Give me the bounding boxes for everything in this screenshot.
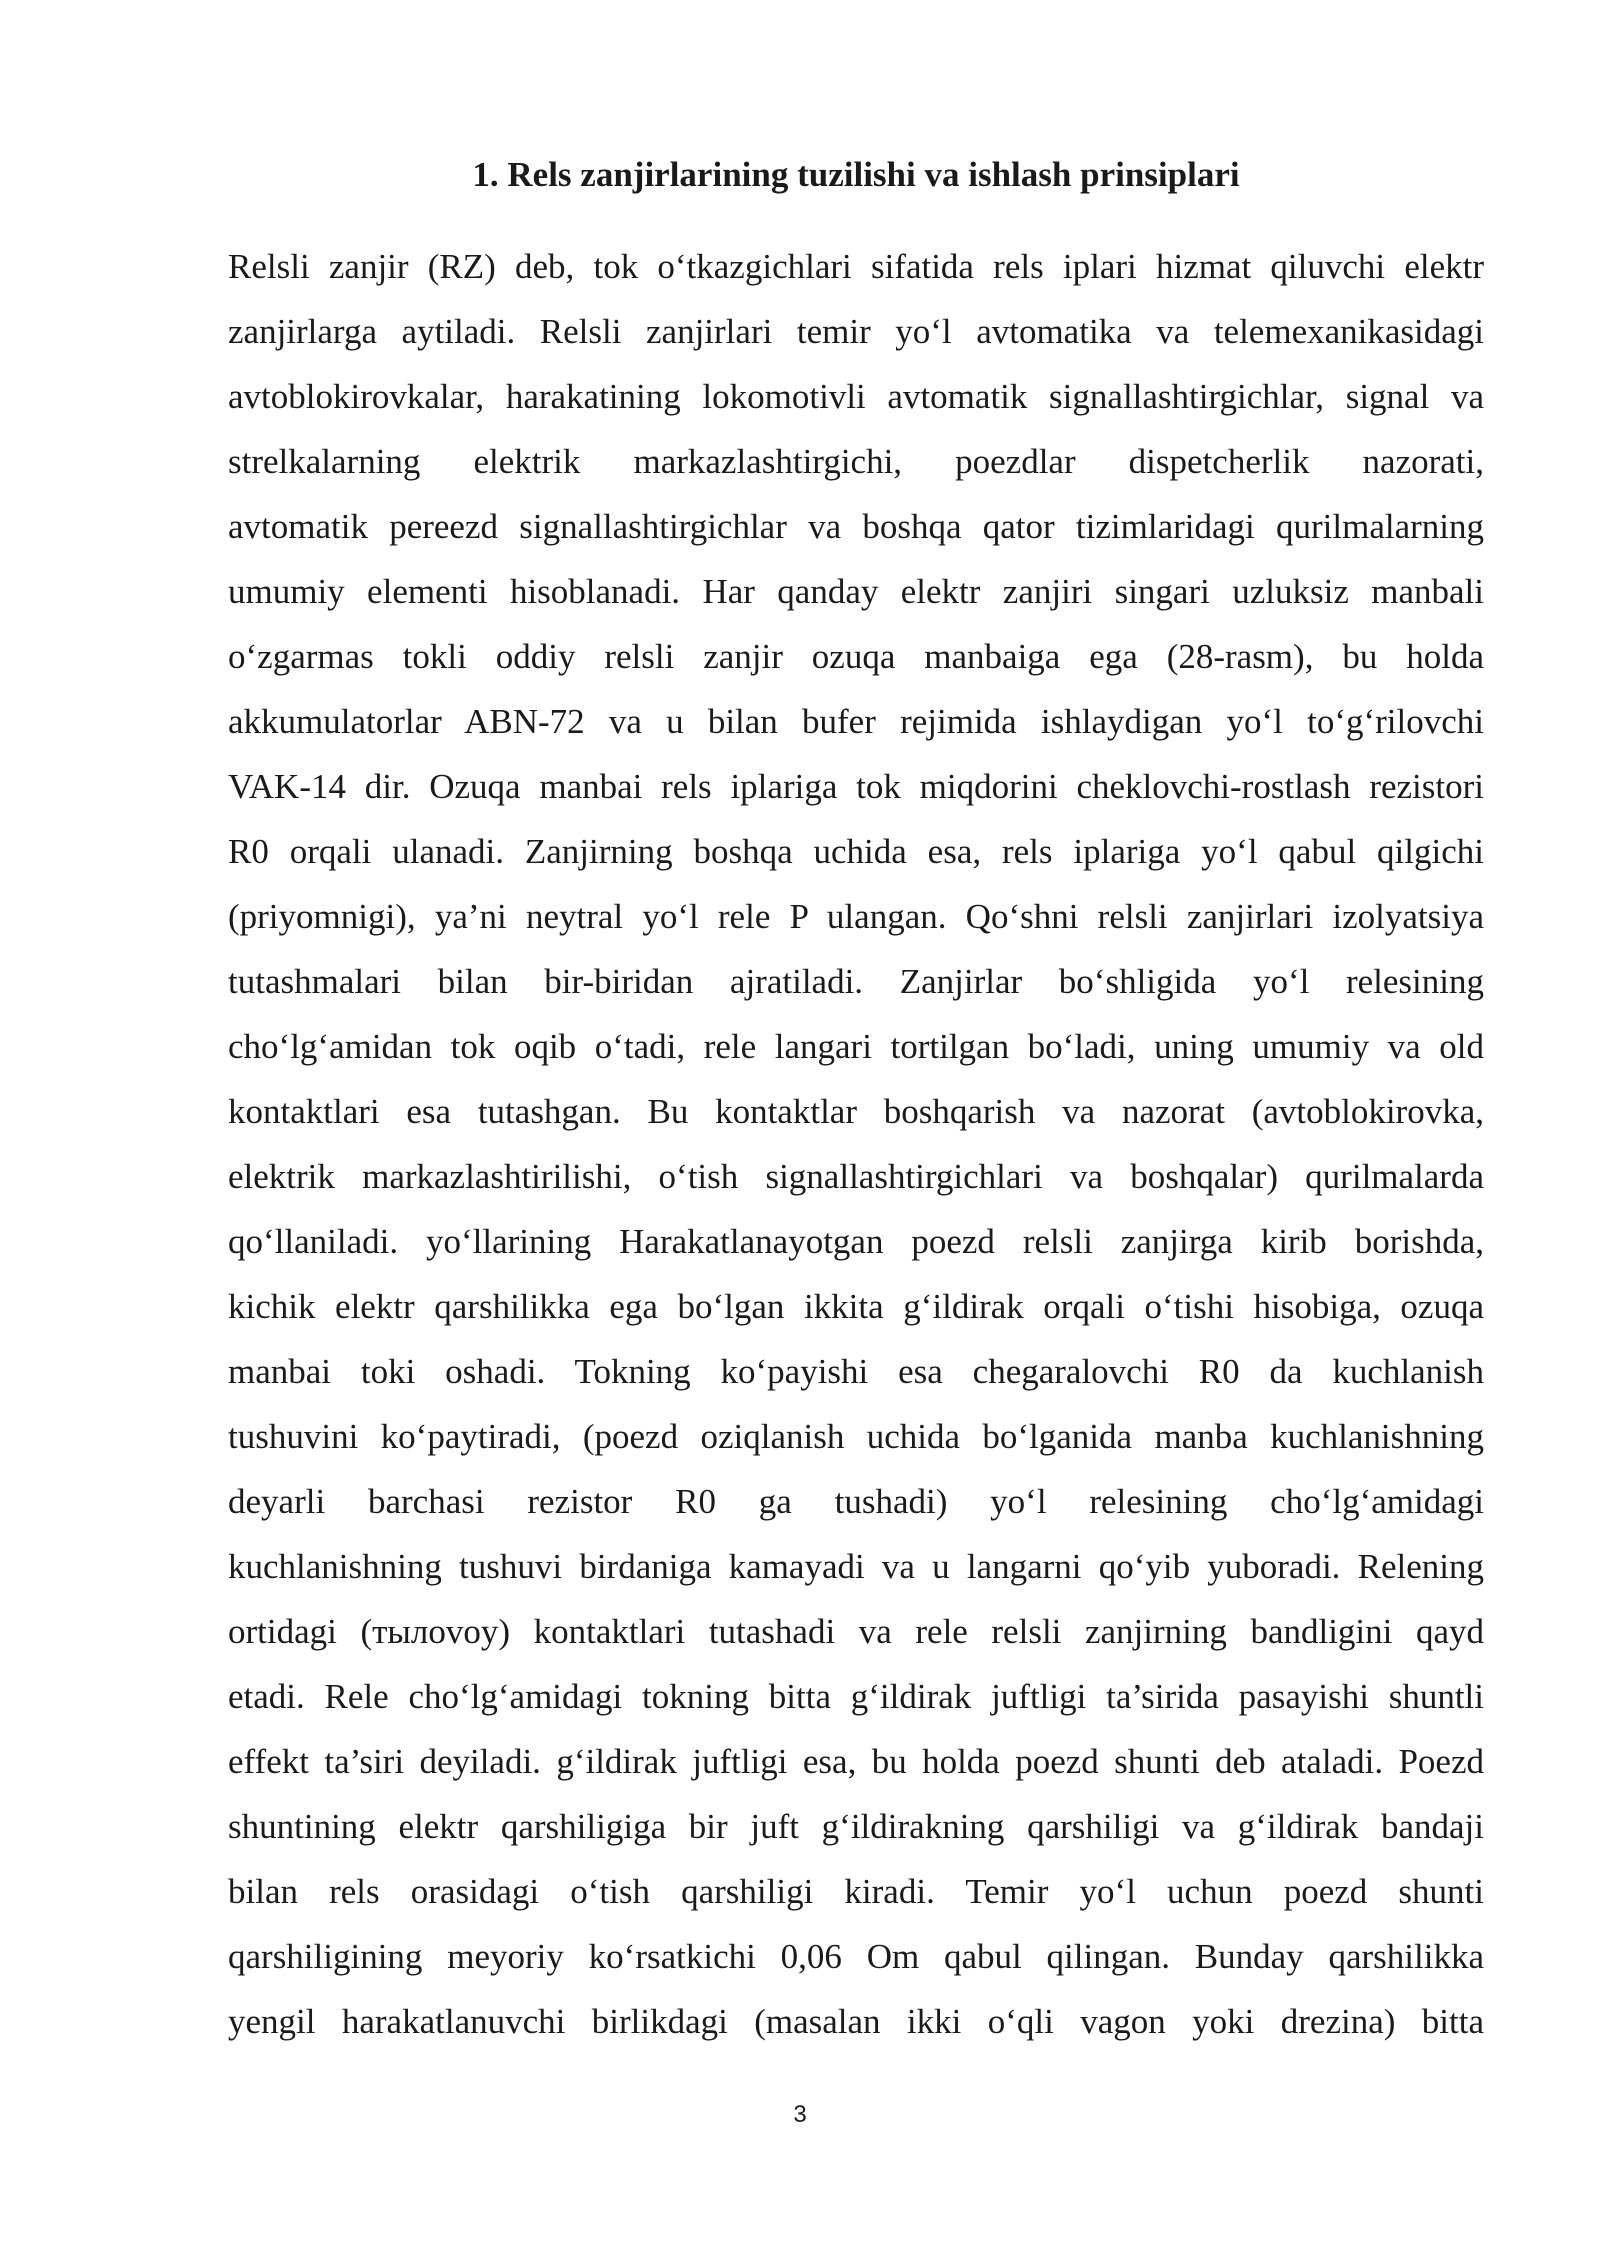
paragraph-line: VAK-14 dir. Ozuqa manbai rels iplariga tok miqdorini cheklovchi-rostlash rezistori [228,767,1484,806]
paragraph-line: o‘zgarmas tokli oddiy relsli zanjir ozuqa manbaiga ega (28-rasm), bu holda [228,637,1484,676]
paragraph-line: cho‘lg‘amidan tok oqib o‘tadi, rele langari tortilgan bo‘ladi, uning umumiy va old [228,1027,1484,1066]
paragraph-line: akkumulatorlar ABN-72 va u bilan bufer rejimida ishlaydigan yo‘l to‘g‘rilovchi [228,702,1484,741]
paragraph-line: bilan rels orasidagi o‘tish qarshiligi kiradi. Temir yo‘l uchun poezd shunti [228,1872,1484,1911]
paragraph-line: R0 orqali ulanadi. Zanjirning boshqa uchida esa, rels iplariga yo‘l qabul qilgichi [228,832,1484,871]
paragraph-line: kuchlanishning tushuvi birdaniga kamayadi va u langarni qo‘yib yuboradi. Relening [228,1547,1484,1586]
paragraph-line: effekt ta’siri deyiladi. g‘ildirak juftligi esa, bu holda poezd shunti deb ataladi. Poezd [228,1742,1484,1781]
paragraph-line: deyarli barchasi rezistor R0 ga tushadi) yo‘l relesining cho‘lg‘amidagi [228,1482,1484,1521]
page-number: 3 [793,2101,807,2128]
paragraph-line: Relsli zanjir (RZ) deb, tok o‘tkazgichlari sifatida rels iplari hizmat qiluvchi elektr [228,247,1484,286]
paragraph-line: avtoblokirovkalar, harakatining lokomotivli avtomatik signallashtirgichlar, signal va [228,377,1484,416]
paragraph-line: ortidagi (тылovoy) kontaktlari tutashadi va rele relsli zanjirning bandligini qayd [228,1612,1484,1651]
paragraph-line: elektrik markazlashtirilishi, o‘tish signallashtirgichlari va boshqalar) qurilmalarda [228,1157,1484,1196]
paragraph-line: etadi. Rele cho‘lg‘amidagi tokning bitta g‘ildirak juftligi ta’sirida pasayishi shuntli [228,1677,1484,1716]
paragraph-line: tushuvini ko‘paytiradi, (poezd oziqlanish uchida bo‘lganida manba kuchlanishning [228,1417,1484,1456]
paragraph-line: (priyomnigi), ya’ni neytral yo‘l rele P ulangan. Qo‘shni relsli zanjirlari izolyatsiya [228,897,1484,936]
paragraph-line: yengil harakatlanuvchi birlikdagi (masalan ikki o‘qli vagon yoki drezina) bitta [228,2002,1484,2041]
paragraph-line: qarshiligining meyoriy ko‘rsatkichi 0,06 Om qabul qilingan. Bunday qarshilikka [228,1937,1484,1976]
paragraph-line: zanjirlarga aytiladi. Relsli zanjirlari temir yo‘l avtomatika va telemexanikasidagi [228,312,1484,351]
paragraph-line: strelkalarning elektrik markazlashtirgichi, poezdlar dispetcherlik nazorati, [228,442,1484,481]
section-title: 1. Rels zanjirlarining tuzilishi va ishlash prinsiplari [472,155,1240,194]
paragraph-line: kontaktlari esa tutashgan. Bu kontaktlar boshqarish va nazorat (avtoblokirovka, [228,1092,1484,1131]
body-paragraph [228,234,1484,2054]
paragraph-line: umumiy elementi hisoblanadi. Har qanday elektr zanjiri singari uzluksiz manbali [228,572,1484,611]
paragraph-line: avtomatik pereezd signallashtirgichlar va boshqa qator tizimlaridagi qurilmalarning [228,507,1484,546]
paragraph-line: kichik elektr qarshilikka ega bo‘lgan ikkita g‘ildirak orqali o‘tishi hisobiga, ozuqa [228,1287,1484,1326]
paragraph-line: manbai toki oshadi. Tokning ko‘payishi esa chegaralovchi R0 da kuchlanish [228,1352,1484,1391]
paragraph-line: shuntining elektr qarshiligiga bir juft g‘ildirakning qarshiligi va g‘ildirak bandaji [228,1807,1484,1846]
paragraph-line: qo‘llaniladi. yo‘llarining Harakatlanayotgan poezd relsli zanjirga kirib borishda, [228,1222,1484,1261]
paragraph-line: tutashmalari bilan bir-biridan ajratiladi. Zanjirlar bo‘shligida yo‘l relesining [228,962,1484,1001]
